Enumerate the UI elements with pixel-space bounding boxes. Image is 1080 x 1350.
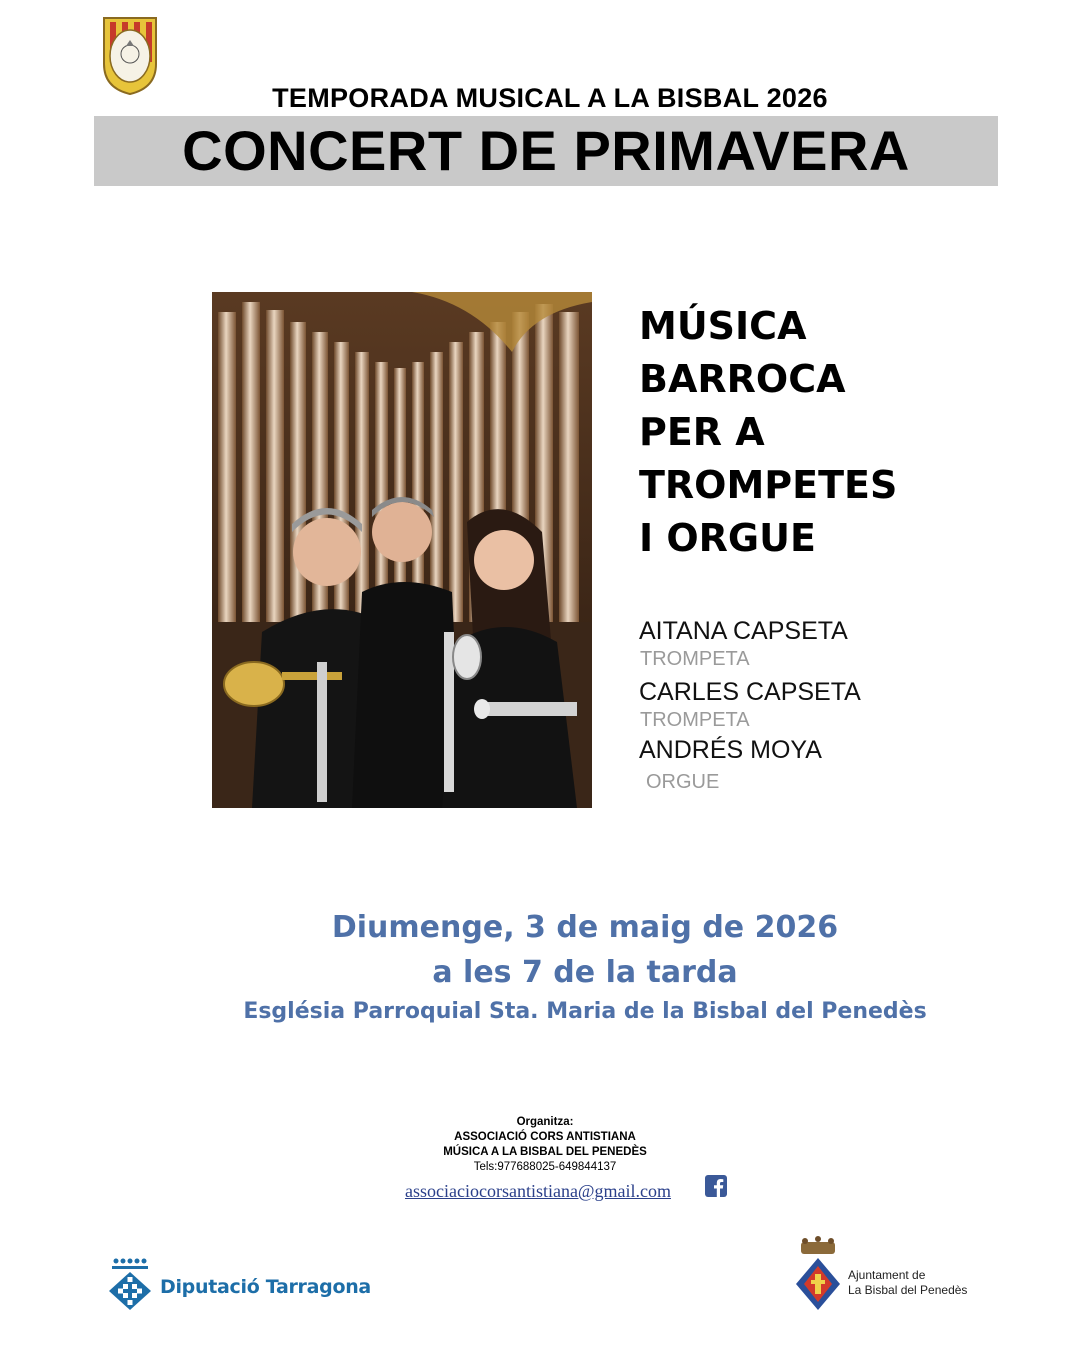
facebook-icon[interactable] xyxy=(705,1175,727,1197)
organizer-subname: MÚSICA A LA BISBAL DEL PENEDÈS xyxy=(443,1146,647,1158)
performer-role: ORGUE xyxy=(646,771,720,793)
ajuntament-line1: Ajuntament de xyxy=(848,1268,926,1282)
page-title: CONCERT DE PRIMAVERA xyxy=(182,119,910,182)
organizer-block xyxy=(0,1115,1080,1175)
ajuntament-line2: La Bisbal del Penedès xyxy=(848,1283,968,1297)
program-line: PER A xyxy=(639,410,765,454)
program-line: TROMPETES xyxy=(639,463,898,507)
program-line: BARROCA xyxy=(639,357,846,401)
performer-name: CARLES CAPSETA xyxy=(639,678,861,706)
performer-role: TROMPETA xyxy=(640,648,750,670)
program-title xyxy=(639,300,897,565)
performer-name: AITANA CAPSETA xyxy=(639,617,848,645)
program-line: I ORGUE xyxy=(639,516,816,560)
diputacio-logo-icon xyxy=(107,1258,153,1310)
event-venue: Església Parroquial Sta. Maria de la Bisbal del Penedès xyxy=(243,999,927,1024)
ajuntament-crest-icon xyxy=(795,1236,841,1312)
organizer-phones: Tels:977688025-649844137 xyxy=(473,1161,617,1173)
event-time: a les 7 de la tarda xyxy=(432,955,738,990)
ajuntament-name xyxy=(848,1268,967,1298)
event-date: Diumenge, 3 de maig de 2026 xyxy=(331,910,839,945)
performer-role: TROMPETA xyxy=(640,709,750,731)
season-heading: TEMPORADA MUSICAL A LA BISBAL 2026 xyxy=(272,83,828,113)
organizer-email-link[interactable]: associaciocorsantistiana@gmail.com xyxy=(405,1181,671,1201)
program-line: MÚSICA xyxy=(639,304,807,348)
organizer-name: ASSOCIACIÓ CORS ANTISTIANA xyxy=(454,1131,636,1143)
diputacio-name: Diputació Tarragona xyxy=(160,1276,371,1298)
performer-name: ANDRÉS MOYA xyxy=(639,736,822,764)
organizer-label: Organitza: xyxy=(516,1116,574,1128)
performers-photo xyxy=(212,292,592,808)
